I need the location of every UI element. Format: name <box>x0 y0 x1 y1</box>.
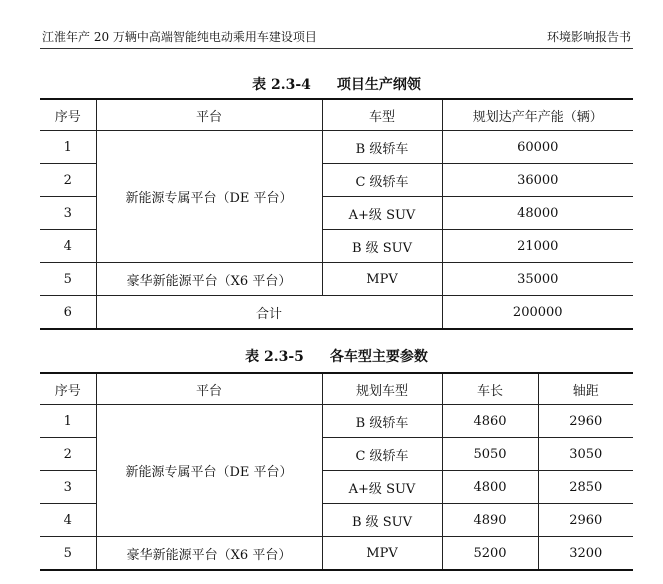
table1-caption-title: 项目生产纲领 <box>336 77 421 93</box>
header-cell: 车型 <box>322 99 442 131</box>
platform-cell: 豪华新能源平台（X6 平台） <box>96 537 322 571</box>
row-number: 3 <box>40 197 96 230</box>
header-cell: 序号 <box>40 373 96 405</box>
wheelbase-cell: 3050 <box>538 438 633 471</box>
row-number: 1 <box>40 405 96 438</box>
row-number: 3 <box>40 471 96 504</box>
table-row <box>40 537 633 571</box>
total-label: 合计 <box>96 296 442 330</box>
table-header-row <box>40 99 633 131</box>
platform-cell: 豪华新能源平台（X6 平台） <box>96 263 322 296</box>
row-number: 6 <box>40 296 96 330</box>
capacity-cell: 36000 <box>442 164 633 197</box>
row-number: 2 <box>40 164 96 197</box>
table-row <box>40 131 633 164</box>
model-cell: C 级轿车 <box>322 438 442 471</box>
length-cell: 4800 <box>442 471 538 504</box>
header-project-title: 江淮年产 20 万辆中高端智能纯电动乘用车建设项目 <box>42 30 317 44</box>
wheelbase-cell: 3200 <box>538 537 633 571</box>
header-cell: 平台 <box>96 99 322 131</box>
total-capacity-cell: 200000 <box>442 296 633 330</box>
model-cell: B 级 SUV <box>322 230 442 263</box>
table2-caption <box>40 346 633 366</box>
model-cell: MPV <box>322 537 442 571</box>
table1-caption <box>40 74 633 94</box>
model-cell: B 级轿车 <box>322 131 442 164</box>
capacity-cell: 48000 <box>442 197 633 230</box>
length-cell: 4890 <box>442 504 538 537</box>
table-row <box>40 405 633 438</box>
row-number: 4 <box>40 230 96 263</box>
total-row <box>40 296 633 330</box>
row-number: 4 <box>40 504 96 537</box>
table2-caption-number: 表 2.3-5 <box>245 349 304 365</box>
model-cell: C 级轿车 <box>322 164 442 197</box>
model-cell: A+级 SUV <box>322 471 442 504</box>
row-number: 5 <box>40 263 96 296</box>
wheelbase-cell: 2960 <box>538 504 633 537</box>
length-cell: 4860 <box>442 405 538 438</box>
capacity-cell: 35000 <box>442 263 633 296</box>
table-row <box>40 263 633 296</box>
row-number: 5 <box>40 537 96 571</box>
row-number: 2 <box>40 438 96 471</box>
model-cell: MPV <box>322 263 442 296</box>
header-cell: 平台 <box>96 373 322 405</box>
model-cell: B 级 SUV <box>322 504 442 537</box>
wheelbase-cell: 2850 <box>538 471 633 504</box>
capacity-cell: 60000 <box>442 131 633 164</box>
platform-cell: 新能源专属平台（DE 平台） <box>96 405 322 537</box>
row-number: 1 <box>40 131 96 164</box>
vehicle-parameters-table <box>40 372 633 571</box>
model-cell: B 级轿车 <box>322 405 442 438</box>
platform-cell: 新能源专属平台（DE 平台） <box>96 131 322 263</box>
header-report-type: 环境影响报告书 <box>546 30 631 44</box>
table2-caption-title: 各车型主要参数 <box>329 349 428 365</box>
length-cell: 5200 <box>442 537 538 571</box>
production-program-table <box>40 98 633 330</box>
header-cell: 车长 <box>442 373 538 405</box>
table-header-row <box>40 373 633 405</box>
length-cell: 5050 <box>442 438 538 471</box>
page-header <box>40 26 633 49</box>
header-cell: 规划车型 <box>322 373 442 405</box>
capacity-cell: 21000 <box>442 230 633 263</box>
model-cell: A+级 SUV <box>322 197 442 230</box>
wheelbase-cell: 2960 <box>538 405 633 438</box>
header-cell: 规划达产年产能（辆） <box>442 99 633 131</box>
table1-caption-number: 表 2.3-4 <box>252 77 311 93</box>
header-cell: 轴距 <box>538 373 633 405</box>
header-cell: 序号 <box>40 99 96 131</box>
